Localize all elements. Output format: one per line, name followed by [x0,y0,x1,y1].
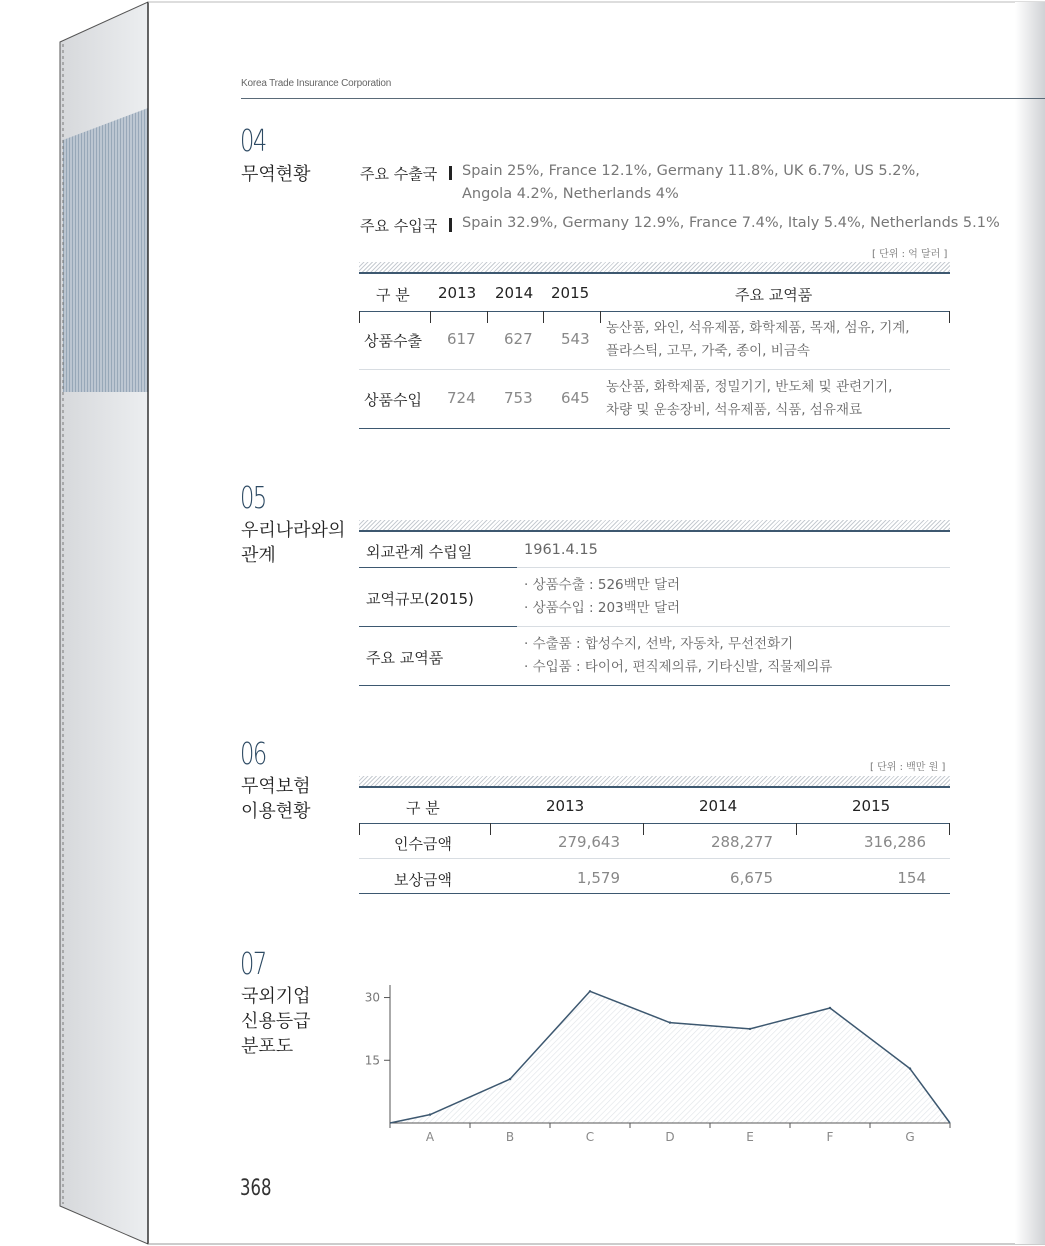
chart-point [829,1007,831,1009]
relation-row-trade-volume-label: 교역규모(2015) [366,590,474,608]
chart-x-label: F [826,1130,834,1144]
trade-row-export-items-line1: 농산품, 와인, 석유제품, 화학제품, 목재, 섬유, 기계, [606,320,910,336]
relation-row-divider [517,567,950,568]
relation-row-established-label: 외교관계 수립일 [366,543,473,561]
section-06-title-line1: 무역보험 [241,776,311,797]
chart-point [749,1028,751,1030]
relation-row-trade-volume-line2: · 상품수입 : 203백만 달러 [524,600,681,616]
insurance-row-divider [359,858,950,859]
trade-table-bottom-rule [359,428,950,429]
trade-row-import-label: 상품수입 [364,391,422,409]
insurance-row-underwriting-2014: 288,277 [710,833,773,851]
import-label-bar [449,218,452,232]
insurance-row-underwriting-label: 인수금액 [394,835,452,853]
trade-table-header-category: 구 분 [376,286,410,304]
section-05-number: 05 [240,481,266,516]
trade-table-header-2013: 2013 [438,284,477,302]
trade-table-tick [359,311,360,323]
export-countries-line2: Angola 4.2%, Netherlands 4% [462,186,679,202]
trade-table-tick [949,311,950,323]
insurance-header-2015: 2015 [852,797,891,815]
trade-table-header-2015: 2015 [551,284,590,302]
insurance-table-tick [359,823,360,835]
trade-row-export-2015: 543 [561,330,590,348]
insurance-row-compensation-2015: 154 [897,869,926,887]
chart-y-tick-label: 15 [364,1053,380,1068]
chart-area-fill [390,991,950,1123]
insurance-table-tick [643,823,644,835]
chart-x-label: E [746,1130,754,1144]
chart-point [909,1067,911,1069]
trade-row-export-label: 상품수출 [364,332,422,350]
insurance-row-underwriting-2015: 316,286 [863,833,926,851]
insurance-header-category: 구 분 [406,799,440,817]
chart-x-label: C [585,1130,595,1144]
relation-row-items-line1: · 수출품 : 합성수지, 선박, 자동차, 무선전화기 [524,636,794,652]
insurance-table-tick [490,823,491,835]
header-org-name: Korea Trade Insurance Corporation [241,78,392,89]
insurance-table-tick [796,823,797,835]
insurance-header-rule [359,823,950,824]
section-05-title-line2: 관계 [241,545,276,566]
trade-table-header-2014: 2014 [495,284,534,302]
trade-table-tick [430,311,431,323]
trade-table-tick [487,311,488,323]
trade-table-header-items: 주요 교역품 [735,286,813,304]
relation-label-divider [359,626,517,627]
section-04-unit: [ 단위 : 억 달러 ] [872,249,948,260]
trade-table-tick [543,311,544,323]
import-countries-label: 주요 수입국 [360,217,438,235]
trade-row-import-2013: 724 [447,389,476,407]
relation-row-items-line2: · 수입품 : 타이어, 편직제의류, 기타신발, 직물제의류 [524,659,833,675]
export-countries-line1: Spain 25%, France 12.1%, Germany 11.8%, UK 6.7%, US 5.2%, [462,163,920,179]
insurance-row-underwriting-2013: 279,643 [557,833,620,851]
section-05-title-line1: 우리나라와의 [241,520,346,541]
import-countries-line: Spain 32.9%, Germany 12.9%, France 7.4%, Italy 5.4%, Netherlands 5.1% [462,215,1000,231]
section-06-title-line2: 이용현황 [241,801,311,822]
section-07-title-line2: 신용등급 [241,1011,311,1032]
export-countries-label: 주요 수출국 [360,165,438,183]
relation-row-divider [517,626,950,627]
insurance-header-2014: 2014 [699,797,738,815]
trade-row-export-2013: 617 [447,330,476,348]
chart-x-label: G [905,1130,915,1144]
trade-row-export-2014: 627 [504,330,533,348]
section-07-title-line3: 분포도 [241,1036,294,1057]
trade-row-import-items-line2: 차량 및 운송장비, 석유제품, 식품, 섬유재료 [606,402,863,418]
section-04-title: 무역현황 [241,164,311,185]
trade-table-header-rule [359,311,950,312]
chart-x-label: B [505,1130,515,1144]
chart-point [509,1078,511,1080]
relation-label-divider [359,567,517,568]
section-05-table-top-rule [359,520,950,532]
page-number: 368 [240,1176,272,1201]
chart-point [589,990,591,992]
chart-x-label: A [425,1130,435,1144]
header-rule [241,98,1045,99]
chart-y-tick-label: 30 [364,990,380,1005]
chart-point [669,1021,671,1023]
trade-row-import-items-line1: 농산품, 화학제품, 정밀기기, 반도체 및 관련기기, [606,379,893,395]
insurance-row-compensation-2013: 1,579 [577,869,620,887]
insurance-header-2013: 2013 [546,797,585,815]
insurance-table-tick [949,823,950,835]
section-07-title-line1: 국외기업 [241,986,311,1007]
trade-row-import-2014: 753 [504,389,533,407]
insurance-row-compensation-label: 보상금액 [394,871,452,889]
relation-table-bottom-rule [359,685,950,686]
section-04-table-top-rule [359,262,950,274]
trade-row-export-items-line2: 플라스틱, 고무, 가죽, 종이, 비금속 [606,343,810,359]
section-07-number: 07 [240,947,266,982]
section-06-table-top-rule [359,776,950,788]
trade-table-tick [600,311,601,323]
section-04-number: 04 [240,124,266,159]
section-06-number: 06 [240,737,266,772]
export-label-bar [449,166,452,180]
insurance-table-bottom-rule [359,893,950,894]
chart-point [429,1113,431,1115]
chart-x-label: D [665,1130,675,1144]
trade-table-row-divider [359,369,950,370]
relation-row-established-value: 1961.4.15 [524,542,598,558]
section-06-unit: [ 단위 : 백만 원 ] [870,762,946,773]
credit-rating-distribution-chart [350,975,970,1155]
trade-row-import-2015: 645 [561,389,590,407]
relation-row-trade-volume-line1: · 상품수출 : 526백만 달러 [524,577,681,593]
relation-row-items-label: 주요 교역품 [366,649,444,667]
insurance-row-compensation-2014: 6,675 [730,869,773,887]
